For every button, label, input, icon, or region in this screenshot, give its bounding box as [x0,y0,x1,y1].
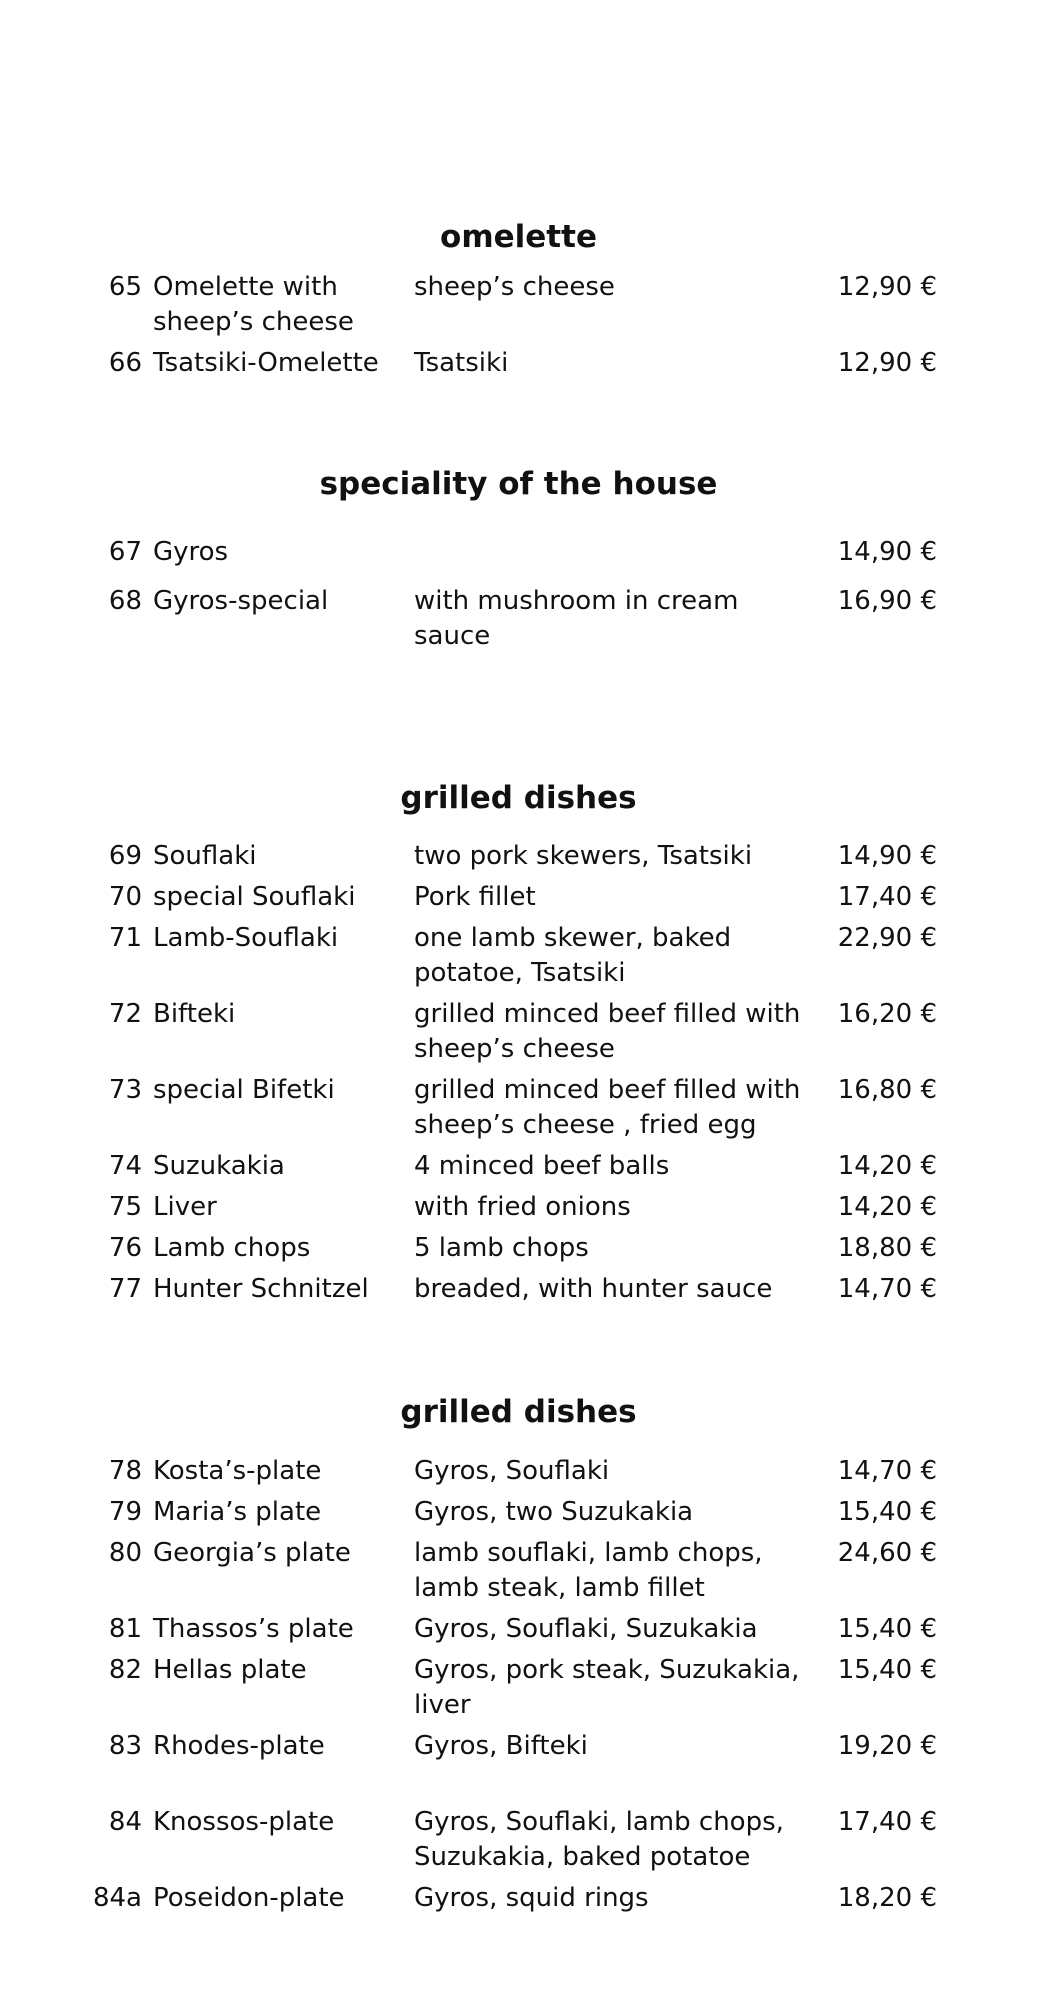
item-price: 14,20 € [837,1192,937,1222]
item-name: Gyros-special [153,586,329,616]
item-number: 65 [108,272,142,302]
item-price: 14,70 € [837,1274,937,1304]
item-price: 16,80 € [837,1075,937,1105]
item-number: 66 [108,348,142,378]
item-number: 78 [108,1456,142,1486]
item-price: 16,90 € [837,586,937,616]
item-name: Suzukakia [153,1151,285,1181]
item-description: Gyros, pork steak, Suzukakia, liver [414,1655,800,1720]
item-price: 17,40 € [837,1807,937,1837]
item-description: grilled minced beef filled with sheep’s cheese , fried egg [414,1075,801,1140]
item-number: 84a [92,1883,142,1913]
item-number: 72 [108,999,142,1029]
item-number: 84 [108,1807,142,1837]
item-number: 82 [108,1655,142,1685]
item-number: 74 [108,1151,142,1181]
item-name: Kosta’s-plate [153,1456,322,1486]
item-description: breaded, with hunter sauce [414,1274,773,1304]
item-description: Gyros, Souflaki, lamb chops, Suzukakia, baked potatoe [414,1807,784,1872]
item-price: 14,90 € [837,841,937,871]
item-description: with fried onions [414,1192,631,1222]
item-price: 18,20 € [837,1883,937,1913]
item-name: Souflaki [153,841,257,871]
item-description: sheep’s cheese [414,272,615,302]
item-number: 69 [108,841,142,871]
item-number: 70 [108,882,142,912]
item-price: 14,70 € [837,1456,937,1486]
item-description: Gyros, two Suzukakia [414,1497,694,1527]
item-number: 71 [108,923,142,953]
item-number: 67 [108,537,142,567]
section-title-grilled-dishes: grilled dishes [400,780,637,816]
item-number: 80 [108,1538,142,1568]
item-description: Gyros, Souflaki [414,1456,610,1486]
item-number: 81 [108,1614,142,1644]
item-price: 15,40 € [837,1614,937,1644]
item-number: 83 [108,1731,142,1761]
item-description: grilled minced beef filled with sheep’s cheese [414,999,801,1064]
item-description: Pork fillet [414,882,536,912]
item-description: Gyros, Bifteki [414,1731,588,1761]
item-number: 73 [108,1075,142,1105]
item-price: 22,90 € [837,923,937,953]
item-description: with mushroom in cream sauce [414,586,739,651]
item-description: 4 minced beef balls [414,1151,670,1181]
item-name: special Bifetki [153,1075,335,1105]
item-price: 15,40 € [837,1497,937,1527]
item-name: Tsatsiki-Omelette [153,348,379,378]
item-number: 75 [108,1192,142,1222]
item-name: Lamb-Souflaki [153,923,339,953]
item-price: 15,40 € [837,1655,937,1685]
item-name: Rhodes-plate [153,1731,325,1761]
item-name: Hellas plate [153,1655,307,1685]
item-name: Gyros [153,537,229,567]
item-name: Hunter Schnitzel [153,1274,369,1304]
item-price: 14,20 € [837,1151,937,1181]
item-description: Gyros, squid rings [414,1883,649,1913]
item-name: Poseidon-plate [153,1883,345,1913]
item-description: Tsatsiki [414,348,509,378]
item-description: Gyros, Souflaki, Suzukakia [414,1614,758,1644]
item-price: 18,80 € [837,1233,937,1263]
item-description: two pork skewers, Tsatsiki [414,841,753,871]
item-description: 5 lamb chops [414,1233,589,1263]
item-price: 24,60 € [837,1538,937,1568]
item-name: Thassos’s plate [153,1614,354,1644]
item-price: 19,20 € [837,1731,937,1761]
item-price: 16,20 € [837,999,937,1029]
item-name: special Souflaki [153,882,356,912]
item-price: 14,90 € [837,537,937,567]
item-number: 76 [108,1233,142,1263]
item-number: 68 [108,586,142,616]
item-description: lamb souflaki, lamb chops, lamb steak, lamb fillet [414,1538,763,1603]
item-description: one lamb skewer, baked potatoe, Tsatsiki [414,923,732,988]
item-name: Georgia’s plate [153,1538,351,1568]
item-price: 12,90 € [837,348,937,378]
item-price: 17,40 € [837,882,937,912]
item-name: Omelette with sheep’s cheese [153,272,354,337]
item-name: Lamb chops [153,1233,311,1263]
section-title-omelette: omelette [440,219,597,255]
item-price: 12,90 € [837,272,937,302]
item-name: Maria’s plate [153,1497,322,1527]
section-title-speciality: speciality of the house [319,466,718,502]
item-number: 79 [108,1497,142,1527]
item-name: Liver [153,1192,217,1222]
item-name: Knossos-plate [153,1807,335,1837]
item-name: Bifteki [153,999,236,1029]
item-number: 77 [108,1274,142,1304]
section-title-grilled-dishes-plates: grilled dishes [400,1394,637,1430]
